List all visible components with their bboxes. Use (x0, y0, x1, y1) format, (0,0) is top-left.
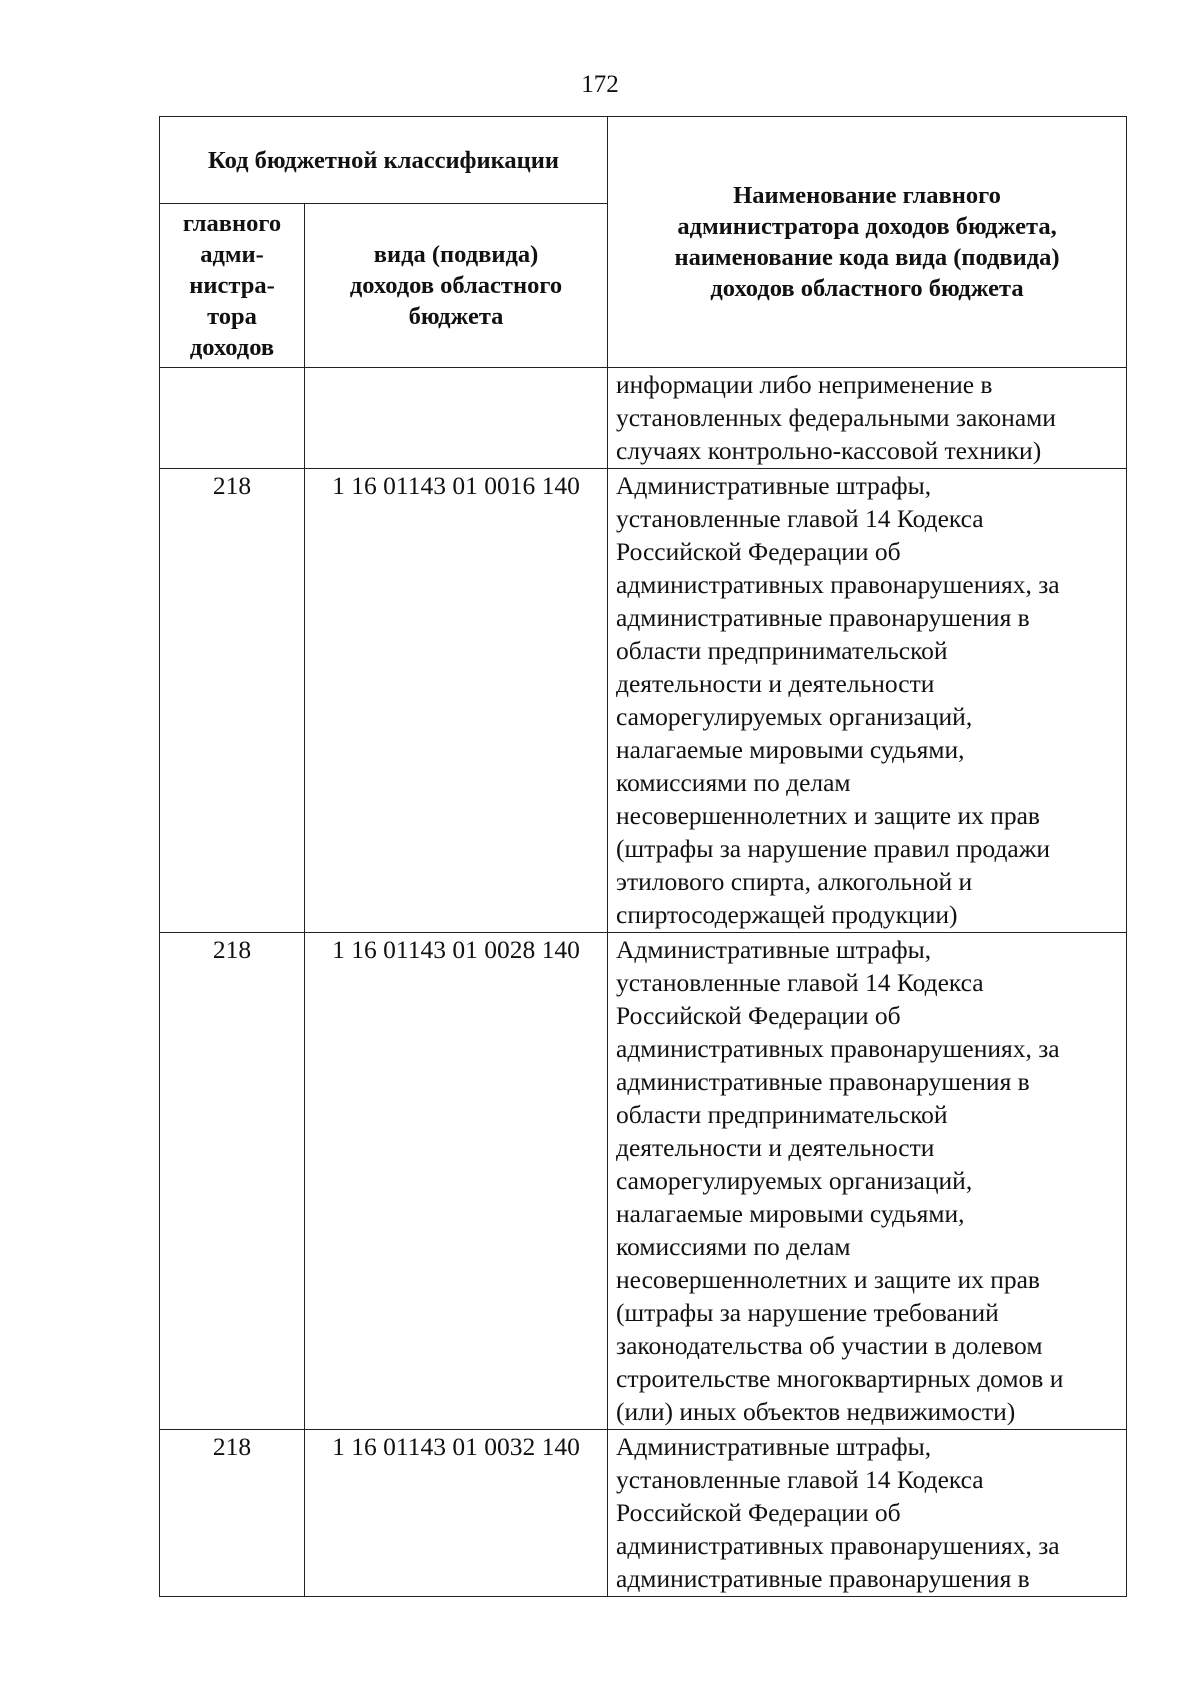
description-line: административных правонарушениях, за (616, 570, 1060, 599)
description-cell (608, 469, 1127, 933)
table-body (160, 368, 1127, 1597)
table-row (160, 1430, 1127, 1597)
description-line: саморегулируемых организаций, (616, 1166, 973, 1195)
description-line: Российской Федерации об (616, 537, 901, 566)
description-line: установленные главой 14 Кодекса (616, 504, 984, 533)
description-line: Российской Федерации об (616, 1001, 901, 1030)
header-name-line: администратора доходов бюджета, (677, 213, 1057, 240)
description-line: Российской Федерации об (616, 1498, 901, 1527)
description-line: случаях контрольно-кассовой техники) (616, 436, 1042, 465)
admin-code-cell (160, 368, 305, 469)
description-line: Административные штрафы, (616, 1432, 932, 1461)
description-line: административных правонарушениях, за (616, 1531, 1060, 1560)
header-name-line: доходов областного бюджета (710, 275, 1024, 302)
admin-code-cell: 218 (160, 933, 305, 1430)
header-code-line: вида (подвида) (373, 241, 539, 268)
description-cell (608, 368, 1127, 469)
description-line: саморегулируемых организаций, (616, 702, 973, 731)
description-line: законодательства об участии в долевом (616, 1331, 1043, 1360)
header-admin-line: нистра- (189, 272, 275, 299)
revenue-code-cell: 1 16 01143 01 0028 140 (305, 933, 608, 1430)
budget-classification-table (159, 116, 1127, 1597)
table-row (160, 368, 1127, 469)
admin-code-cell: 218 (160, 1430, 305, 1597)
description-line: области предпринимательской (616, 1100, 948, 1129)
description-line: Административные штрафы, (616, 935, 932, 964)
header-code-column (305, 204, 608, 368)
table-row (160, 933, 1127, 1430)
header-admin-line: тора (207, 303, 257, 330)
description-line: области предпринимательской (616, 636, 948, 665)
description-line: деятельности и деятельности (616, 1133, 935, 1162)
header-admin-line: доходов (189, 334, 275, 361)
description-line: (или) иных объектов недвижимости) (616, 1397, 1016, 1426)
admin-code-cell: 218 (160, 469, 305, 933)
description-line: установленных федеральными законами (616, 403, 1056, 432)
header-admin-line: адми- (200, 241, 264, 268)
header-name-line: наименование кода вида (подвида) (674, 244, 1060, 271)
description-line: административные правонарушения в (616, 603, 1030, 632)
description-line: установленные главой 14 Кодекса (616, 968, 984, 997)
description-line: комиссиями по делам (616, 1232, 851, 1261)
header-admin-line: главного (182, 210, 282, 237)
table-header (160, 117, 1127, 368)
header-code-line: доходов областного (349, 272, 563, 299)
description-line: строительстве многоквартирных домов и (616, 1364, 1064, 1393)
description-line: несовершеннолетних и защите их прав (616, 801, 1040, 830)
description-line: административных правонарушениях, за (616, 1034, 1060, 1063)
header-name-line: Наименование главного (733, 182, 1001, 209)
description-line: этилового спирта, алкогольной и (616, 867, 973, 896)
description-line: информации либо неприменение в (616, 370, 993, 399)
header-name-column (608, 117, 1127, 368)
description-line: (штрафы за нарушение правил продажи (616, 834, 1051, 863)
description-cell (608, 1430, 1127, 1597)
revenue-code-cell (305, 368, 608, 469)
description-line: административные правонарушения в (616, 1067, 1030, 1096)
description-line: комиссиями по делам (616, 768, 851, 797)
description-line: деятельности и деятельности (616, 669, 935, 698)
description-line: (штрафы за нарушение требований (616, 1298, 999, 1327)
header-budget-code-group: Код бюджетной классификации (160, 117, 608, 204)
description-line: налагаемые мировыми судьями, (616, 1199, 965, 1228)
description-line: налагаемые мировыми судьями, (616, 735, 965, 764)
description-line: установленные главой 14 Кодекса (616, 1465, 984, 1494)
description-line: Административные штрафы, (616, 471, 932, 500)
header-admin-column (160, 204, 305, 368)
description-line: административные правонарушения в (616, 1564, 1030, 1593)
header-code-line: бюджета (408, 303, 504, 330)
description-cell (608, 933, 1127, 1430)
table-row (160, 469, 1127, 933)
revenue-code-cell: 1 16 01143 01 0016 140 (305, 469, 608, 933)
description-line: спиртосодержащей продукции) (616, 900, 958, 929)
page-number: 172 (581, 71, 619, 98)
revenue-code-cell: 1 16 01143 01 0032 140 (305, 1430, 608, 1597)
description-line: несовершеннолетних и защите их прав (616, 1265, 1040, 1294)
